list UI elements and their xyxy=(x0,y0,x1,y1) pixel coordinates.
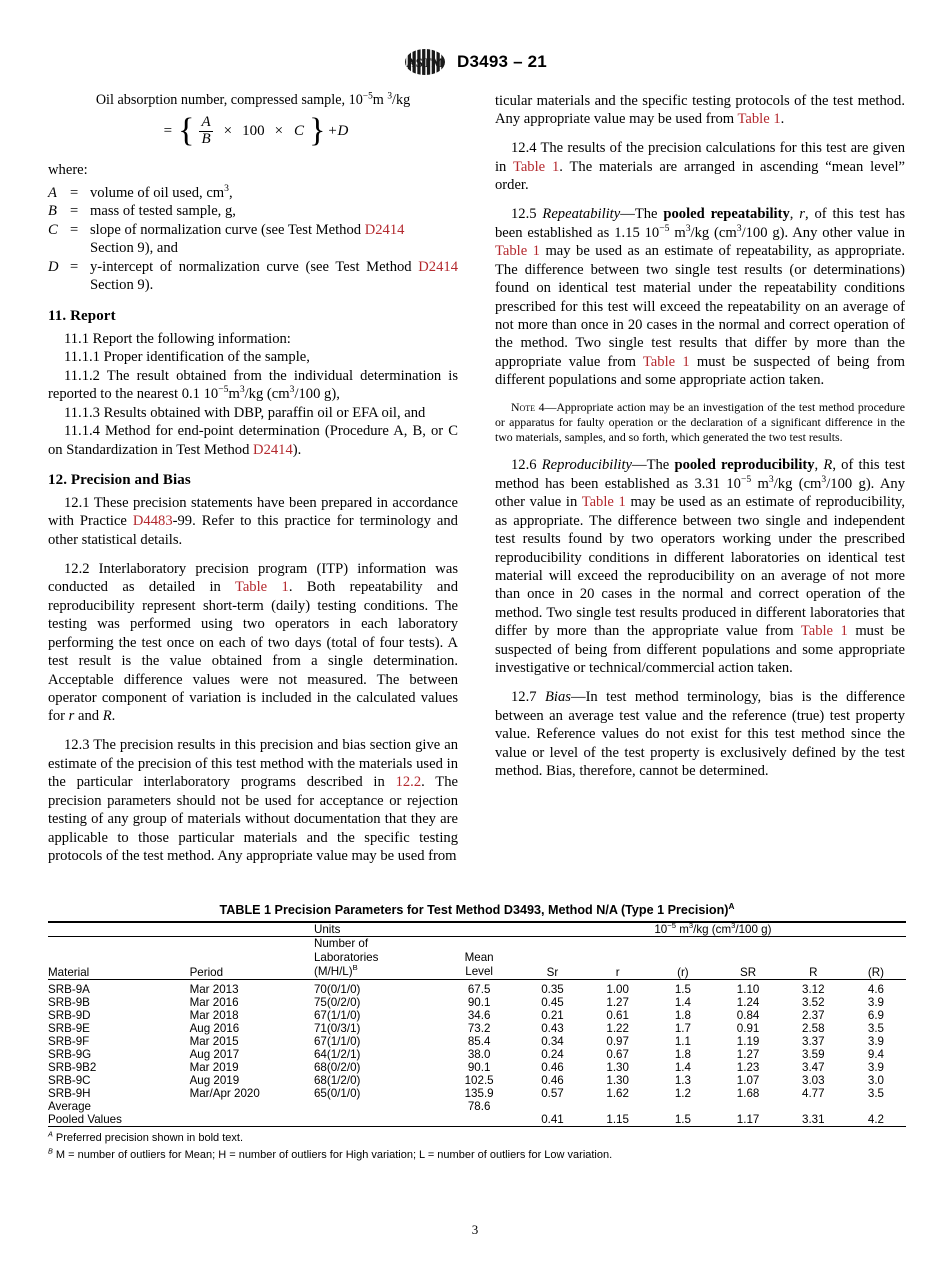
cell-SR: 1.27 xyxy=(736,1047,760,1061)
paragraph-11-1-2-text: 11.1.2 The result obtained from the individual determination is reported to the nearest 0.1 10 xyxy=(48,367,458,403)
cell-material: SRB-9B xyxy=(48,995,90,1009)
where-label: where: xyxy=(48,162,88,179)
cell-r-paren: 1.5 xyxy=(674,982,691,996)
cell-mean: 38.0 xyxy=(467,1047,491,1061)
cell-mean: 90.1 xyxy=(467,995,491,1009)
cell-SR: 1.24 xyxy=(736,995,760,1009)
paragraph-12-7-bias xyxy=(495,688,905,780)
variable-definition-b xyxy=(48,202,458,221)
cell-r-paren: 1.7 xyxy=(674,1021,691,1035)
variable-equals: = xyxy=(70,258,79,275)
cell-R-paren: 3.9 xyxy=(867,995,884,1009)
paragraph-11-1-2-units: $m^3/kg$ ($cm^3/100$ g), xyxy=(228,384,340,403)
link-d2414[interactable]: D2414 xyxy=(364,221,405,238)
paragraph-12-5-tail: must be suspected of being from different populations and some appropriate action taken. xyxy=(495,353,905,389)
cell-r: 1.00 xyxy=(606,982,629,996)
paragraph-11-1: 11.1 Report the following information: xyxy=(64,330,291,347)
paragraph-12-1 xyxy=(48,494,458,549)
paragraph-12-1-tail: -99. Refer to this practice for terminology and other statistical details. xyxy=(48,513,458,548)
cell-mean: 85.4 xyxy=(467,1034,491,1048)
cell-r: 1.15 xyxy=(606,1112,629,1126)
cell-R-paren: 4.6 xyxy=(867,982,884,996)
column-header-period: Period xyxy=(189,966,224,980)
paragraph-12-3-text: 12.3 The precision results in this precision and bias section give an estimate of the precision of this test method with the materials used in the particular interlaboratory programs described in xyxy=(48,737,458,791)
term-pooled-reproducibility: pooled reproducibility xyxy=(674,457,815,474)
link-table-1[interactable]: Table 1 xyxy=(800,623,848,640)
brace-close: } xyxy=(309,112,326,150)
link-table-1[interactable]: Table 1 xyxy=(737,111,781,128)
cell-material: SRB-9B2 xyxy=(48,1060,97,1074)
cell-SR xyxy=(715,1100,780,1113)
paragraph-12-4 xyxy=(495,139,905,194)
variable-description: slope of normalization curve (see Test Method D2414 Section 9), and xyxy=(90,221,405,257)
paragraph-12-3-tail: . The precision parameters should not be used for acceptance or rejection testing of any group of materials without documentation that they are applicable to those particular materials and the specific testing protocols of the test method. Any appropriate value may be used from xyxy=(48,774,458,865)
cell-sr: 0.46 xyxy=(541,1073,564,1087)
paragraph-12-2-mid: . Both repeatability and reproducibility represent short-term (daily) testing conditions. The testing was performed using two operators in each laboratory performing the test once on each of two days (total of four tests). A test result is the value obtained from a single determination. Acceptable difference values were not measured. The between operator component of variation is included in the calculated values for xyxy=(48,579,459,725)
cell-period xyxy=(190,1113,314,1127)
cell-r: 1.30 xyxy=(606,1073,629,1087)
cell-sr: 0.46 xyxy=(541,1060,564,1074)
paragraph-12-6-units: $m^3/kg$ ($cm^3/100$ g). Any other value in xyxy=(495,473,905,511)
paragraph-11-1-1: 11.1.1 Proper identification of the sample, xyxy=(64,349,310,366)
cell-R: 3.47 xyxy=(802,1060,825,1074)
cell-sr: 0.35 xyxy=(541,982,564,996)
cell-period: Mar 2013 xyxy=(189,982,239,996)
equation-constant-100: 100 xyxy=(242,122,265,139)
variable-equals: = xyxy=(70,203,79,220)
link-d2414[interactable]: D2414 xyxy=(418,258,458,275)
cell-R-paren: 9.4 xyxy=(867,1047,884,1061)
paragraph-12-2-tail: . xyxy=(111,708,116,725)
cell-period: Aug 2019 xyxy=(189,1073,240,1087)
cell-labs: 75(0/2/0) xyxy=(313,995,361,1009)
cell-sr: 0.43 xyxy=(541,1021,564,1035)
cell-r: 0.97 xyxy=(606,1034,629,1048)
symbol-r-upper: R xyxy=(102,708,112,725)
variable-definition-list xyxy=(48,184,458,295)
paragraph-12-5-repeatability xyxy=(495,205,905,390)
cell-r: 1.30 xyxy=(606,1060,629,1074)
dash-the: —The xyxy=(631,457,675,474)
table-row-pooled-values xyxy=(48,1113,906,1127)
term-bias: Bias xyxy=(545,689,571,706)
paragraph-tail: . xyxy=(780,111,785,128)
cell-sr: 0.57 xyxy=(541,1086,564,1100)
labs-line-1: Number of xyxy=(313,937,369,950)
cell-material: SRB-9A xyxy=(48,982,90,996)
note-label: Note 4 xyxy=(511,399,545,414)
cell-period: Mar 2018 xyxy=(189,1008,239,1022)
cell-r-paren: 1.8 xyxy=(674,1047,691,1061)
cell-R-paren: 3.9 xyxy=(867,1060,884,1074)
footnote-marker-b: B xyxy=(48,1146,53,1156)
symbol-r-lower: r xyxy=(68,708,75,725)
table-footnote-a xyxy=(48,1127,906,1147)
paragraph-11-1-3: 11.1.3 Results obtained with DBP, paraffin oil or EFA oil, and xyxy=(64,404,426,421)
paragraph-11-1-4-tail: ). xyxy=(292,441,302,458)
cell-R: 4.77 xyxy=(802,1086,825,1100)
paragraph-12-5-units: $m^3/kg$ ($cm^3/100$ g). Any other value in xyxy=(669,222,905,241)
cell-period: Mar 2016 xyxy=(189,995,239,1009)
column-header-r: r xyxy=(615,966,620,980)
fraction-denominator: B xyxy=(201,130,211,147)
table-1-title xyxy=(48,900,906,921)
term-repeatability: Repeatability xyxy=(542,206,621,223)
cell-R: 3.52 xyxy=(802,995,825,1009)
term-reproducibility: Reproducibility xyxy=(541,457,632,474)
variable-symbol: C xyxy=(48,221,58,238)
right-column xyxy=(495,92,905,882)
cell-SR: 1.07 xyxy=(736,1073,760,1087)
cell-material: SRB-9H xyxy=(48,1086,91,1100)
units-base: 10 xyxy=(654,923,668,936)
variable-definition-c xyxy=(48,221,458,258)
paragraph-12-6-tail: must be suspected of being from different populations and some appropriate investigative or technical/commercial action taken. xyxy=(495,623,905,677)
paragraph-12-1-text: 12.1 These precision statements have been prepared in accordance with Practice xyxy=(48,495,458,530)
units-left-label: Units xyxy=(313,923,341,936)
link-table-1[interactable]: Table 1 xyxy=(495,243,540,260)
cell-SR: 1.23 xyxy=(736,1060,760,1074)
mean-line-2: Level xyxy=(465,965,493,979)
paragraph-12-7-text: —In test method terminology, bias is the difference between an average test value and the reference (true) test property value. Reference values do not exist for this test method since the value or level of the test property is exclusively defined by the test method. Bias, therefore, cannot be determined. xyxy=(495,689,906,780)
brace-open: { xyxy=(178,112,195,150)
cell-labs: 68(0/2/0) xyxy=(313,1060,361,1074)
paragraph-12-2 xyxy=(48,560,458,726)
clause-number-12-6: 12.6 xyxy=(511,457,542,474)
cell-r-paren xyxy=(650,1100,715,1113)
cell-r-paren: 1.4 xyxy=(674,995,691,1009)
cell-mean: 73.2 xyxy=(467,1021,491,1035)
cell-r: 0.67 xyxy=(606,1047,629,1061)
cell-SR: 1.17 xyxy=(736,1112,760,1126)
variable-description: volume of oil used, $cm^3$, xyxy=(90,182,233,201)
table-1-block xyxy=(48,900,906,1164)
cell-R-paren: 6.9 xyxy=(867,1008,884,1022)
cell-r-paren: 1.2 xyxy=(674,1086,691,1100)
cell-sr xyxy=(520,1100,585,1113)
paragraph-12-6-reproducibility xyxy=(495,456,905,677)
table-row xyxy=(48,1048,906,1061)
cell-r-paren: 1.5 xyxy=(674,1112,691,1126)
cell-period: Aug 2017 xyxy=(189,1047,240,1061)
column-header-r-paren: (r) xyxy=(677,966,689,980)
equation-equals-sign: = xyxy=(163,122,173,139)
cell-r-paren: 1.8 xyxy=(674,1008,691,1022)
link-table-1[interactable]: Table 1 xyxy=(581,494,626,511)
cell-R: 3.12 xyxy=(802,982,825,996)
table-1-title-text: TABLE 1 Precision Parameters for Test Method D3493, Method N/A (Type 1 Precision) xyxy=(219,903,729,917)
fraction-a-over-b xyxy=(199,115,212,147)
fraction-numerator: A xyxy=(201,114,211,130)
astm-logo xyxy=(403,48,447,76)
document-identifier: D3493 – 21 xyxy=(457,52,547,71)
cell-r: 1.22 xyxy=(606,1021,629,1035)
paragraph-11-1-4 xyxy=(48,422,458,459)
variable-description: mass of tested sample, g, xyxy=(90,203,236,220)
cell-r xyxy=(585,1100,650,1113)
cell-R xyxy=(781,1100,846,1113)
column-header-sr: Sr xyxy=(546,966,559,980)
units-rest: $m^3/kg$ ($cm^3/100$ g) xyxy=(675,921,772,936)
term-pooled-repeatability: pooled repeatability xyxy=(663,206,790,223)
variable-symbol: B xyxy=(48,203,57,220)
cell-material: SRB-9G xyxy=(48,1047,92,1061)
paragraph-12-6-body: may be used as an estimate of reproducibility, as appropriate. The difference between two single and independent test results found by two operators working under the prescribed reproducibility conditions in different laboratories on identical test material will exceed the reproducibility on an average of not more than once in 20 cases in the normal and correct operation of the method. Two single test results produced in different laboratories that differ by more than the appropriate value from xyxy=(495,494,905,640)
equation-variable-c: C xyxy=(294,122,305,139)
cell-period: Mar 2015 xyxy=(189,1034,239,1048)
exponent-minus-5: −5 xyxy=(218,384,229,396)
footnote-b-text: M = number of outliers for Mean; H = number of outliers for High variation; L = number of outliers for Low variation. xyxy=(52,1148,613,1161)
cell-r-paren: 1.1 xyxy=(674,1034,691,1048)
cell-R: 3.31 xyxy=(802,1112,825,1126)
cell-labs: 67(1/1/0) xyxy=(313,1034,361,1048)
column-header-material: Material xyxy=(48,966,90,980)
exponent-minus-5: −5 xyxy=(659,222,670,234)
cell-r: 0.61 xyxy=(606,1008,629,1022)
paragraph-12-3 xyxy=(48,736,458,865)
variable-definition-a xyxy=(48,184,458,203)
table-row xyxy=(48,1074,906,1087)
table-1-title-footnote-marker: A xyxy=(728,900,735,911)
multiply-sign-2: × xyxy=(274,122,284,139)
exponent-minus-5: −5 xyxy=(740,473,752,485)
column-header-R: R xyxy=(809,966,818,980)
equation-plus-d: +D xyxy=(327,122,349,139)
table-row xyxy=(48,996,906,1009)
cell-SR: 0.84 xyxy=(736,1008,760,1022)
cell-material: SRB-9E xyxy=(48,1021,90,1035)
section-12-header-wrap xyxy=(48,472,458,489)
table-row xyxy=(48,1035,906,1048)
table-units-row xyxy=(48,922,906,937)
paragraph-12-5-mid: , r, of this test has been established as 1.15 10 xyxy=(495,206,906,241)
cell-labs xyxy=(314,1113,438,1127)
cell-mean: 135.9 xyxy=(464,1086,494,1100)
svg-text:ASTM: ASTM xyxy=(406,55,444,70)
cell-R-paren xyxy=(846,1100,906,1113)
cell-R: 2.58 xyxy=(802,1021,825,1035)
link-table-1[interactable]: Table 1 xyxy=(234,579,289,596)
labs-footnote-marker: B xyxy=(352,963,358,973)
precision-parameters-table xyxy=(48,921,906,1127)
equation-caption xyxy=(48,92,458,109)
paragraph-12-4-tail: . The materials are arranged in ascending “mean level” order. xyxy=(495,158,905,194)
variable-equals: = xyxy=(70,221,79,238)
cell-mean xyxy=(438,1113,520,1127)
section-12-heading: 12. Precision and Bias xyxy=(48,472,191,488)
variable-equals: = xyxy=(70,184,79,201)
page-number: 3 xyxy=(471,1222,479,1237)
cell-r: 1.27 xyxy=(606,995,629,1009)
left-column xyxy=(48,92,458,882)
equation-caption-post: m $^3$/kg xyxy=(372,91,411,108)
note-text: —Appropriate action may be an investigation of the test method procedure or apparatus for faulty operation or the declaration of a significant difference in the two materials, samples, and so forth, which generated the two test results. xyxy=(495,399,905,445)
section-11-heading: 11. Report xyxy=(48,307,116,324)
cell-R: 3.37 xyxy=(802,1034,825,1048)
column-header-number-of-laboratories xyxy=(314,937,438,980)
paragraph-11-1-4-text: 11.1.4 Method for end-point determination (Procedure A, B, or C on Standardization in Test Method xyxy=(48,423,458,458)
variable-definition-d xyxy=(48,258,458,295)
cell-labs: 70(0/1/0) xyxy=(313,982,361,996)
cell-material: Pooled Values xyxy=(48,1112,122,1126)
column-header-SR: SR xyxy=(740,966,757,980)
mean-line-1: Mean xyxy=(464,951,494,965)
table-row xyxy=(48,1009,906,1022)
cell-period: Mar 2019 xyxy=(189,1060,239,1074)
cell-SR: 1.10 xyxy=(736,982,760,996)
table-row xyxy=(48,1022,906,1035)
cell-R-paren: 3.9 xyxy=(867,1034,884,1048)
cell-mean: 34.6 xyxy=(467,1008,491,1022)
paragraph-12-6-mid: , R, of this test method has been established as 3.31 10 xyxy=(495,457,906,492)
conjunction-and: and xyxy=(74,708,103,725)
cell-sr: 0.41 xyxy=(541,1112,564,1126)
cell-R-paren: 3.5 xyxy=(867,1021,884,1035)
cell-R: 3.59 xyxy=(802,1047,825,1061)
clause-number-12-5: 12.5 xyxy=(511,206,543,223)
labs-line-3: (M/H/L) xyxy=(313,965,353,979)
table-header-row xyxy=(48,937,906,980)
cell-labs: 67(1/1/0) xyxy=(313,1008,361,1022)
equation-caption-exponent: −5 xyxy=(362,91,373,102)
cell-period: Aug 2016 xyxy=(189,1021,240,1035)
section-11-header-wrap xyxy=(48,308,458,325)
variable-symbol: A xyxy=(48,184,57,201)
cell-mean: 102.5 xyxy=(464,1073,494,1087)
cell-R: 2.37 xyxy=(802,1008,825,1022)
table-row xyxy=(48,1087,906,1100)
cell-labs xyxy=(314,1100,438,1113)
units-exponent: −5 xyxy=(667,921,676,931)
link-section-12-2[interactable]: 12.2 xyxy=(395,774,422,791)
cell-R-paren: 3.0 xyxy=(867,1073,884,1087)
clause-number-12-7: 12.7 xyxy=(511,689,546,706)
cell-R: 3.03 xyxy=(802,1073,825,1087)
cell-sr: 0.24 xyxy=(541,1047,564,1061)
units-blank-cell xyxy=(48,922,314,937)
cell-material: SRB-9C xyxy=(48,1073,91,1087)
cell-sr: 0.21 xyxy=(541,1008,564,1022)
cell-labs: 68(1/2/0) xyxy=(313,1073,361,1087)
cell-labs: 71(0/3/1) xyxy=(313,1021,361,1035)
footnote-marker-a: A xyxy=(48,1129,53,1139)
cell-R-paren: 3.5 xyxy=(867,1086,884,1100)
paragraph-12-2-text: 12.2 Interlaboratory precision program (ITP) information was conducted as detailed in xyxy=(48,560,458,596)
cell-sr: 0.34 xyxy=(541,1034,564,1048)
cell-mean: 90.1 xyxy=(467,1060,491,1074)
paragraph-12-4-text: 12.4 The results of the precision calculations for this test are given in xyxy=(495,140,905,175)
cell-labs: 64(1/2/1) xyxy=(313,1047,361,1061)
cell-period: Mar/Apr 2020 xyxy=(189,1086,260,1100)
table-row xyxy=(48,1061,906,1074)
table-row-average xyxy=(48,1100,906,1113)
dash-the: —The xyxy=(620,206,664,223)
link-table-1[interactable]: Table 1 xyxy=(642,353,690,370)
link-d4483[interactable]: D4483 xyxy=(132,513,173,530)
body-columns xyxy=(48,92,906,882)
cell-sr: 0.45 xyxy=(541,995,564,1009)
cell-R-paren: 4.2 xyxy=(867,1112,884,1126)
labs-line-2: Laboratories xyxy=(313,951,379,965)
oil-absorption-equation xyxy=(48,112,458,150)
units-right-label xyxy=(520,922,906,937)
cell-r-paren: 1.3 xyxy=(674,1073,691,1087)
paragraph-12-5-body: may be used as an estimate of repeatability, as appropriate. The difference between two single test results (or determinations) found on identical test material under the repeatability conditions prescribed for this test will exceed the repeatability on an average of not more than once in 20 cases in the normal and correct operation of the method. Two single test results that differ by more than the appropriate value from xyxy=(495,243,905,370)
table-footnote-b xyxy=(48,1147,906,1164)
cell-labs: 65(0/1/0) xyxy=(313,1086,361,1100)
equation-caption-pre: Oil absorption number, compressed sample, 10 xyxy=(95,92,363,108)
footnote-a-text: Preferred precision shown in bold text. xyxy=(52,1131,243,1144)
note-4 xyxy=(495,400,905,446)
variable-description: y-intercept of normalization curve (see Test Method D2414 Section 9). xyxy=(90,258,458,294)
cell-material: SRB-9D xyxy=(48,1008,91,1022)
page-header xyxy=(0,48,950,76)
cell-period xyxy=(190,1100,314,1113)
cell-r-paren: 1.4 xyxy=(674,1060,691,1074)
cell-r: 1.62 xyxy=(606,1086,629,1100)
link-d2414[interactable]: D2414 xyxy=(253,441,293,458)
paragraph-11-1-2 xyxy=(48,367,458,404)
table-row xyxy=(48,983,906,996)
link-table-1[interactable]: Table 1 xyxy=(512,158,560,175)
column-header-R-paren: (R) xyxy=(867,966,884,980)
cell-mean: 78.6 xyxy=(467,1099,491,1113)
cell-mean: 67.5 xyxy=(467,982,491,996)
cell-SR: 1.19 xyxy=(736,1034,760,1048)
column-header-mean-level xyxy=(438,937,520,980)
cell-SR: 0.91 xyxy=(736,1021,760,1035)
multiply-sign-1: × xyxy=(223,122,233,139)
cell-material: SRB-9F xyxy=(48,1034,90,1048)
cell-SR: 1.68 xyxy=(736,1086,760,1100)
cell-material: Average xyxy=(48,1099,91,1113)
paragraph-12-3-continued: ticular materials and the specific testing protocols of the test method. Any appropriate value may be used from Table 1. xyxy=(495,93,905,128)
variable-symbol: D xyxy=(48,258,59,275)
